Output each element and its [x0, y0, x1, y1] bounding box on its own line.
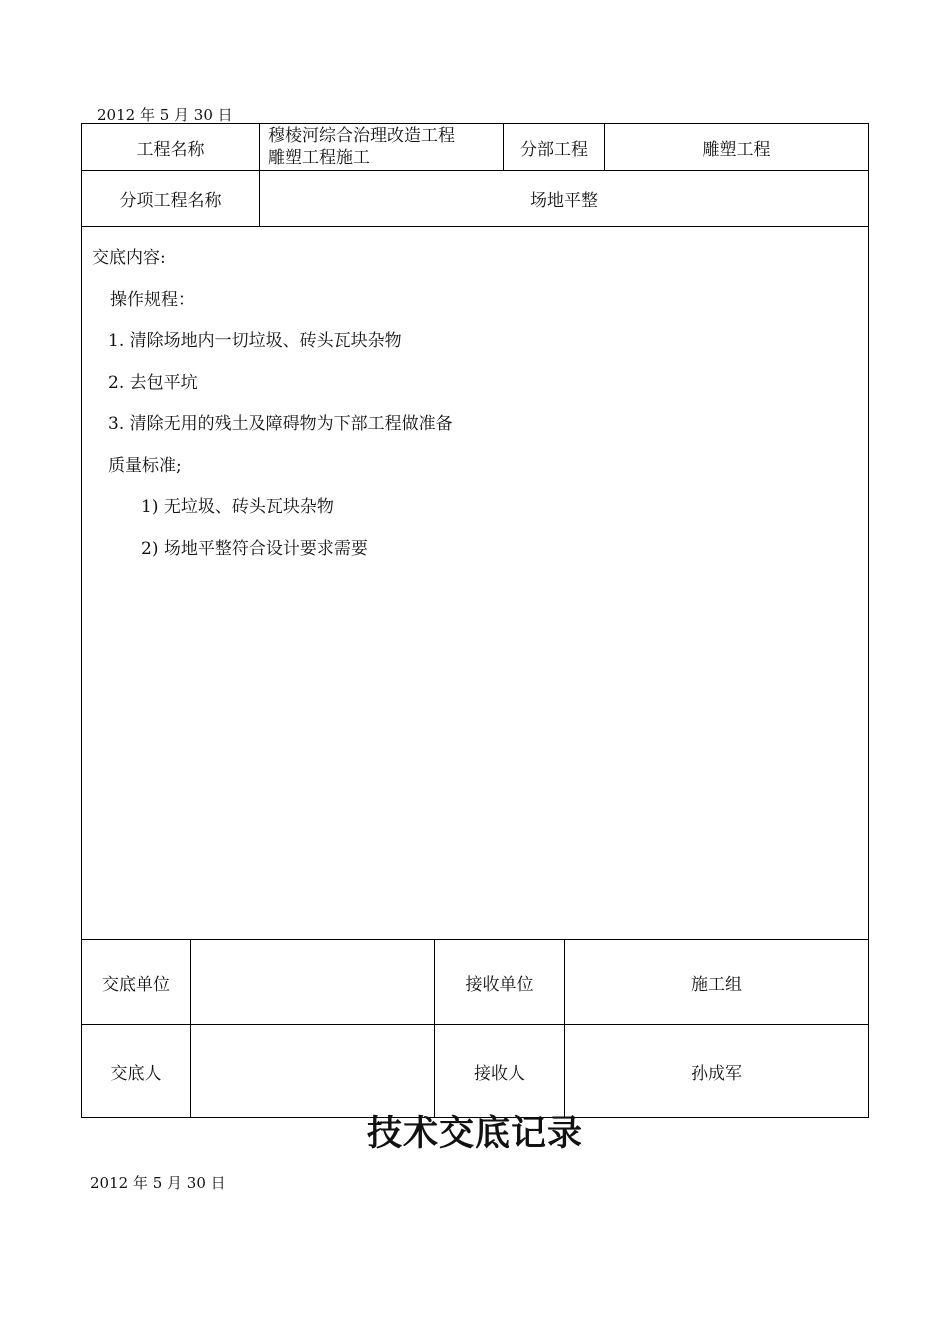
handover-person-label: 交底人	[110, 1063, 162, 1084]
operation-item: 3. 清除无用的残土及障碍物为下部工程做准备	[108, 414, 453, 434]
handover-unit-label: 交底单位	[102, 974, 170, 995]
project-name-value	[268, 124, 502, 170]
subitem-value: 场地平整	[530, 191, 598, 211]
quality-item: 1) 无垃圾、砖头瓦块杂物	[141, 497, 334, 517]
project-name-line1: 穆棱河综合治理改造工程	[268, 126, 455, 146]
quality-item: 2) 场地平整符合设计要求需要	[141, 539, 368, 559]
document-title: 技术交底记录	[366, 1113, 583, 1154]
handover-person-value	[191, 1025, 434, 1117]
operation-heading: 操作规程：	[110, 290, 195, 310]
division-label: 分部工程	[520, 139, 588, 160]
receiver-unit-label: 接收单位	[465, 974, 534, 995]
operation-item: 1. 清除场地内一切垃圾、砖头瓦块杂物	[108, 331, 402, 351]
receiver-person-label: 接收人	[474, 1063, 525, 1084]
table-divider	[81, 226, 869, 227]
project-name-label: 工程名称	[136, 139, 205, 160]
division-value: 雕塑工程	[702, 139, 771, 160]
project-name-line2: 雕塑工程施工	[268, 148, 370, 168]
quality-heading: 质量标准;	[108, 456, 182, 476]
receiver-person-value: 孙成军	[691, 1063, 742, 1084]
footer-date: 2012 年 5 月 30 日	[90, 1174, 226, 1192]
content-heading: 交底内容:	[92, 248, 166, 268]
receiver-unit-value: 施工组	[691, 974, 742, 995]
handover-unit-value	[191, 940, 434, 1024]
operation-item: 2. 去包平坑	[108, 373, 198, 393]
header-date: 2012 年 5 月 30 日	[97, 106, 233, 124]
subitem-label: 分项工程名称	[119, 191, 222, 211]
